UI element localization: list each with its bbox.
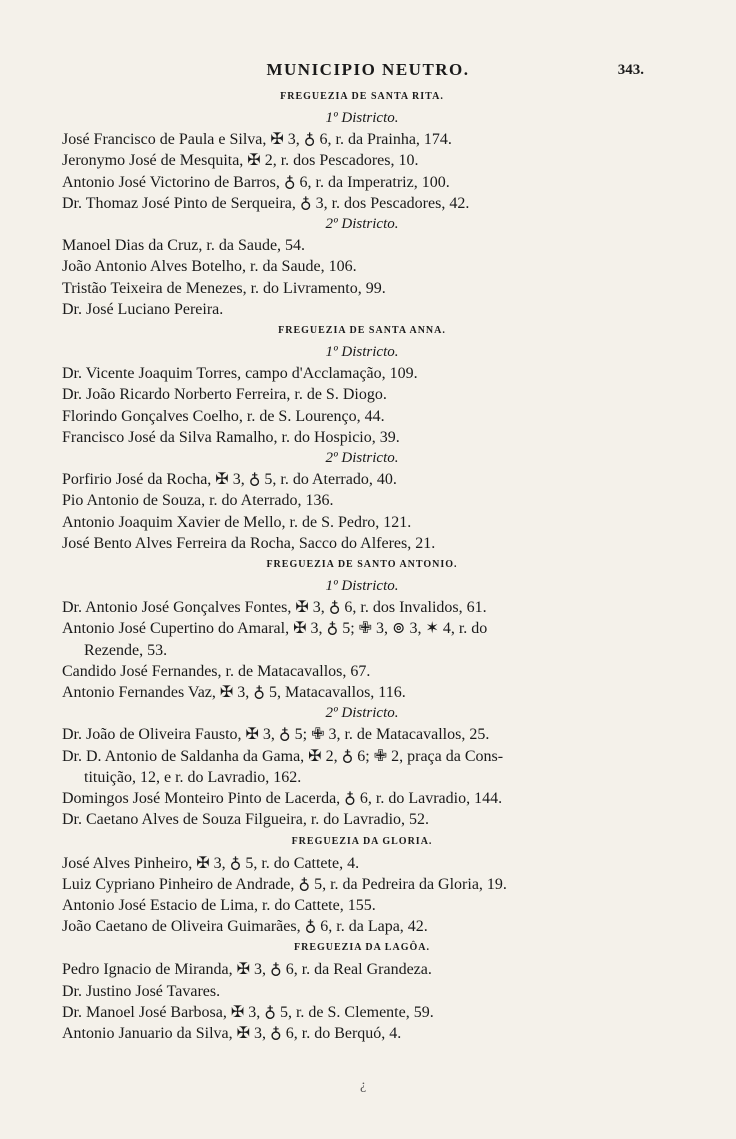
district-heading: 1º Districto.: [325, 344, 399, 361]
directory-entry: José Alves Pinheiro, ✠ 3, ♁ 5, r. do Cattete, 4.: [62, 854, 360, 872]
directory-entry: Dr. Vicente Joaquim Torres, campo d'Acclamação, 109.: [62, 365, 418, 383]
directory-entry: José Francisco de Paula e Silva, ✠ 3, ♁ 6, r. da Prainha, 174.: [62, 131, 452, 149]
district-heading: 1º Districto.: [325, 110, 399, 126]
directory-entry: Dr. Thomaz José Pinto de Serqueira, ♁ 3, r. dos Pescadores, 42.: [62, 194, 470, 212]
directory-entry: Dr. Caetano Alves de Souza Filgueira, r. do Lavradio, 52.: [62, 811, 430, 829]
directory-entry: Dr. D. Antonio de Saldanha da Gama, ✠ 2, ♁ 6; ✙ 2, praça da Cons- tituição, 12, e r. do Lavradio, 162.: [62, 746, 662, 788]
page-header: [0, 60, 736, 84]
directory-entry: Dr. José Luciano Pereira.: [62, 300, 224, 318]
directory-entry: Dr. João de Oliveira Fausto, ✠ 3, ♁ 5; ✙ 3, r. de Matacavallos, 25.: [62, 726, 490, 744]
directory-entry: Dr. Manoel José Barbosa, ✠ 3, ♁ 5, r. de S. Clemente, 59.: [62, 1003, 434, 1021]
directory-entry: José Bento Alves Ferreira da Rocha, Sacco do Alferes, 21.: [62, 534, 436, 552]
directory-entry: Antonio Januario da Silva, ✠ 3, ♁ 6, r. do Berquó, 4.: [62, 1024, 402, 1042]
directory-entry: Pio Antonio de Souza, r. do Aterrado, 136.: [62, 492, 334, 510]
directory-entry: Dr. João Ricardo Norberto Ferreira, r. de S. Diogo.: [62, 386, 387, 404]
parish-heading: FREGUEZIA DA LAGÔA.: [294, 942, 430, 954]
directory-entry: Antonio Fernandes Vaz, ✠ 3, ♁ 5, Matacavallos, 116.: [62, 684, 406, 702]
directory-entry: Antonio José Estacio de Lima, r. do Cattete, 155.: [62, 896, 376, 914]
directory-entry: Jeronymo José de Mesquita, ✠ 2, r. dos Pescadores, 10.: [62, 152, 419, 170]
directory-entry: Florindo Gonçalves Coelho, r. de S. Lourenço, 44.: [62, 407, 385, 425]
directory-entry: Candido José Fernandes, r. de Matacavallos, 67.: [62, 662, 371, 680]
directory-entry: Dr. Antonio José Gonçalves Fontes, ✠ 3, ♁ 6, r. dos Invalidos, 61.: [62, 599, 487, 617]
district-heading: 1º Districto.: [325, 578, 399, 595]
directory-entry: Antonio José Cupertino do Amaral, ✠ 3, ♁ 5; ✙ 3, ⊚ 3, ✶ 4, r. do Rezende, 53.: [62, 618, 662, 660]
directory-entry: João Antonio Alves Botelho, r. da Saude, 106.: [62, 258, 357, 276]
page-title: MUNICIPIO NEUTRO.: [266, 60, 470, 79]
directory-entry: Manoel Dias da Cruz, r. da Saude, 54.: [62, 237, 306, 255]
parish-heading: FREGUEZIA DE SANTA ANNA.: [278, 325, 446, 337]
directory-entry: Antonio José Victorino de Barros, ♁ 6, r. da Imperatriz, 100.: [62, 173, 450, 191]
district-heading: 2º Districto.: [325, 450, 399, 467]
parish-heading: FREGUEZIA DE SANTA RITA.: [280, 91, 444, 102]
directory-entry: Porfirio José da Rocha, ✠ 3, ♁ 5, r. do Aterrado, 40.: [62, 471, 397, 489]
page-number: 343.: [617, 62, 644, 78]
entry-continuation: Rezende, 53.: [84, 641, 168, 659]
directory-entry: Luiz Cypriano Pinheiro de Andrade, ♁ 5, r. da Pedreira da Gloria, 19.: [62, 875, 507, 893]
directory-entry: João Caetano de Oliveira Guimarães, ♁ 6, r. da Lapa, 42.: [62, 918, 428, 936]
directory-entry: Francisco José da Silva Ramalho, r. do Hospicio, 39.: [62, 428, 400, 446]
directory-entry: Domingos José Monteiro Pinto de Lacerda, ♁ 6, r. do Lavradio, 144.: [62, 790, 503, 808]
directory-list: [62, 86, 662, 1044]
parish-heading: FREGUEZIA DA GLORIA.: [291, 835, 433, 847]
directory-entry: Dr. Justino José Tavares.: [62, 982, 221, 1000]
directory-entry: Antonio Joaquim Xavier de Mello, r. de S. Pedro, 121.: [62, 513, 412, 531]
parish-heading: FREGUEZIA DE SANTO ANTONIO.: [266, 559, 458, 571]
directory-entry: Tristão Teixeira de Menezes, r. do Livramento, 99.: [62, 279, 386, 297]
entry-continuation: tituição, 12, e r. do Lavradio, 162.: [84, 768, 302, 786]
district-heading: 2º Districto.: [325, 216, 399, 233]
directory-entry: Pedro Ignacio de Miranda, ✠ 3, ♁ 6, r. da Real Grandeza.: [62, 961, 432, 979]
footer-mark: ¿: [360, 1078, 367, 1093]
district-heading: 2º Districto.: [325, 705, 399, 722]
